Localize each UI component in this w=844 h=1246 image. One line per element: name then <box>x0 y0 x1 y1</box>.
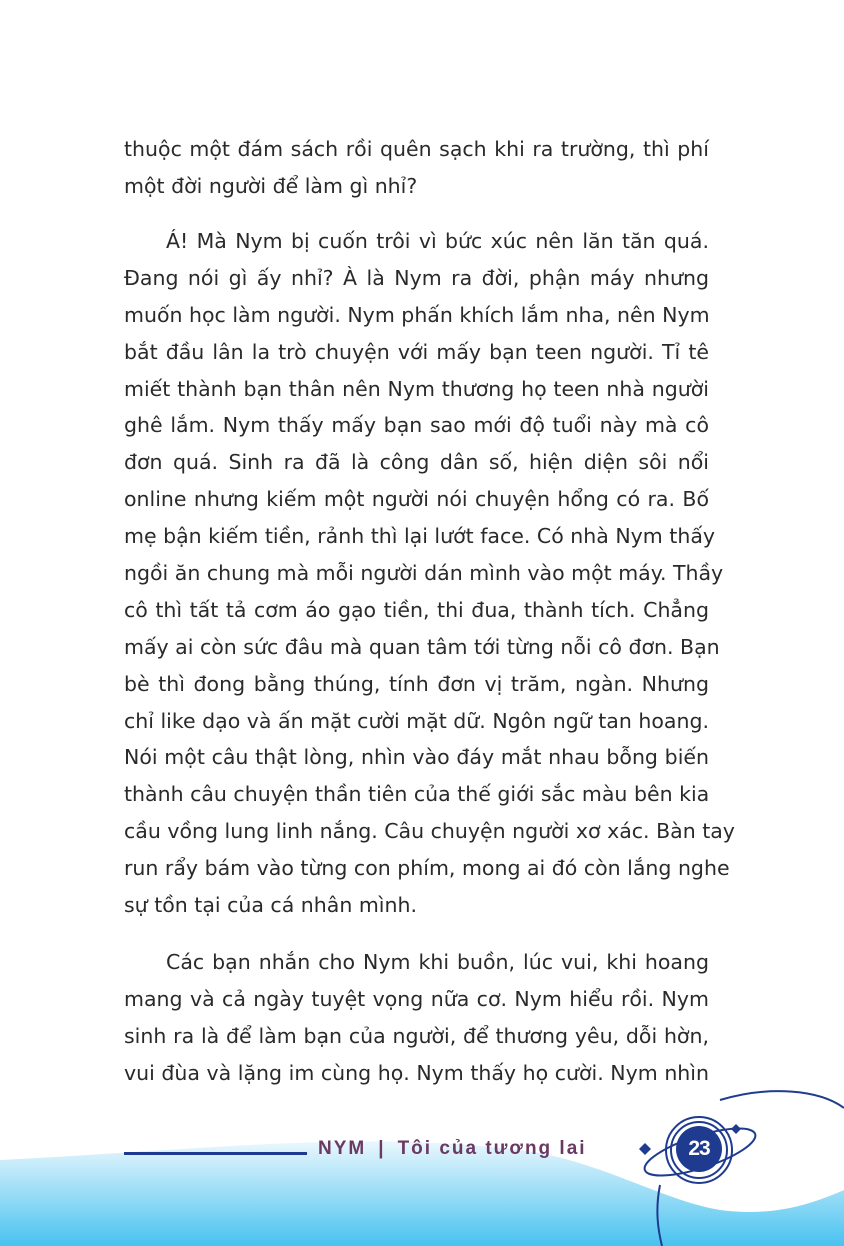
text-line: Nói một câu thật lòng, nhìn vào đáy mắt nhau bỗng biến <box>124 745 709 770</box>
text-line: miết thành bạn thân nên Nym thương họ teen nhà người <box>124 376 709 401</box>
text-line: mang và cả ngày tuyệt vọng nữa cơ. Nym hiểu rồi. Nym <box>124 986 709 1011</box>
text-line: sự tồn tại của cá nhân mình. <box>124 893 418 918</box>
text-line: cô thì tất tả cơm áo gạo tiền, thi đua, thành tích. Chẳng <box>124 597 709 622</box>
diamond-icon <box>639 1143 651 1155</box>
text-line: Á! Mà Nym bị cuốn trôi vì bức xúc nên lăn tăn quá. <box>166 229 709 253</box>
text-line: bắt đầu lân la trò chuyện với mấy bạn teen người. Tỉ tê <box>124 339 709 364</box>
page-number: 23 <box>676 1126 722 1172</box>
text-line: muốn học làm người. Nym phấn khích lắm nha, nên Nym <box>124 302 710 327</box>
footer-rule <box>124 1152 307 1155</box>
text-line: thành câu chuyện thần tiên của thế giới sắc màu bên kia <box>124 782 710 807</box>
text-line: online nhưng kiếm một người nói chuyện hổng có ra. Bố <box>124 487 709 512</box>
text-line: Đang nói gì ấy nhỉ? À là Nym ra đời, phận máy nhưng <box>124 265 709 290</box>
book-title: Tôi của tương lai <box>397 1138 587 1159</box>
text-line: cầu vồng lung linh nắng. Câu chuyện người xơ xác. Bàn tay <box>124 819 735 844</box>
diamond-icon <box>731 1124 741 1134</box>
text-line: mẹ bận kiếm tiền, rảnh thì lại lướt face. Có nhà Nym thấy <box>124 524 716 549</box>
text-line: bè thì đong bằng thúng, tính đơn vị trăm, ngàn. Nhưng <box>124 671 709 696</box>
text-line: thuộc một đám sách rồi quên sạch khi ra trường, thì phí <box>124 137 709 161</box>
text-line: đơn quá. Sinh ra đã là công dân số, hiện diện sôi nổi <box>124 450 709 475</box>
text-line: mấy ai còn sức đâu mà quan tâm tới từng nỗi cô đơn. Bạn <box>124 634 720 659</box>
text-line: ghê lắm. Nym thấy mấy bạn sao mới độ tuổi này mà cô <box>124 413 709 438</box>
footer-separator: | <box>378 1138 386 1159</box>
book-short-title: NYM <box>318 1138 367 1159</box>
text-line: vui đùa và lặng im cùng họ. Nym thấy họ cười. Nym nhìn <box>124 1060 709 1085</box>
text-line: một đời người để làm gì nhỉ? <box>124 173 418 198</box>
text-line: sinh ra là để làm bạn của người, để thương yêu, dỗi hờn, <box>124 1023 709 1048</box>
paragraph-2 <box>124 223 735 924</box>
paragraph-1 <box>124 131 709 205</box>
text-line: ngồi ăn chung mà mỗi người dán mình vào một máy. Thầy <box>124 561 724 586</box>
running-footer <box>318 1138 587 1160</box>
text-line: run rẩy bám vào từng con phím, mong ai đó còn lắng nghe <box>124 856 730 881</box>
text-line: Các bạn nhắn cho Nym khi buồn, lúc vui, khi hoang <box>166 950 709 974</box>
text-line: chỉ like dạo và ấn mặt cười mặt dữ. Ngôn ngữ tan hoang. <box>124 708 709 733</box>
paragraph-3 <box>124 944 709 1092</box>
